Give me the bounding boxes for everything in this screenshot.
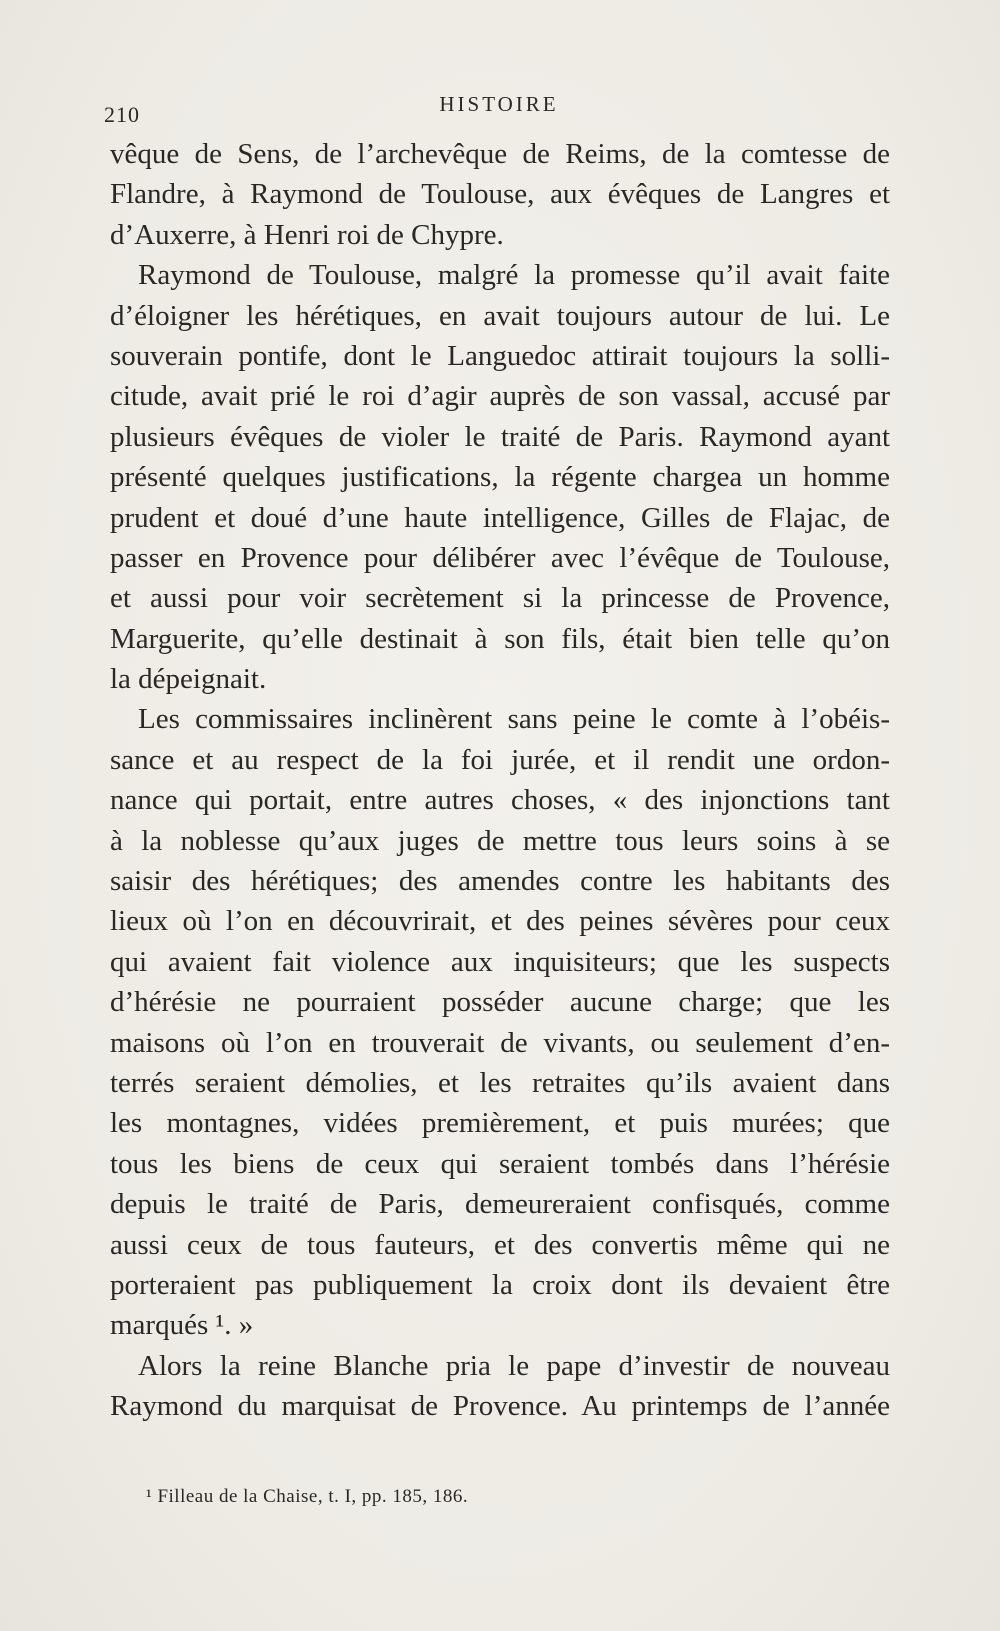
text-line: présenté quelques justifications, la régente chargea un homme [110, 461, 890, 494]
text-line: sance et au respect de la foi jurée, et il rendit une ordon- [110, 743, 890, 776]
text-line: aussi ceux de tous fauteurs, et des convertis même qui ne [110, 1228, 890, 1261]
text-line: d’Auxerre, à Henri roi de Chypre. [110, 218, 504, 251]
text-line: d’hérésie ne pourraient posséder aucune charge; que les [110, 986, 890, 1019]
running-title: HISTOIRE [439, 92, 559, 116]
text-line: Les commissaires inclinèrent sans peine le comte à l’obéis- [138, 703, 890, 736]
text-line: d’éloigner les hérétiques, en avait toujours autour de lui. Le [110, 299, 890, 332]
text-line: Flandre, à Raymond de Toulouse, aux évêques de Langres et [110, 178, 890, 211]
text-line: la dépeignait. [110, 663, 267, 696]
text-line: vêque de Sens, de l’archevêque de Reims, de la comtesse de [110, 138, 890, 170]
text-line: marqués ¹. » [110, 1309, 254, 1342]
text-line: les montagnes, vidées premièrement, et puis murées; que [110, 1107, 890, 1140]
text-line: lieux où l’on en découvrirait, et des peines sévères pour ceux [110, 905, 890, 938]
text-line: à la noblesse qu’aux juges de mettre tous leurs soins à se [110, 824, 890, 857]
text-line: qui avaient fait violence aux inquisiteurs; que les suspects [110, 945, 890, 978]
text-line: plusieurs évêques de violer le traité de Paris. Raymond ayant [110, 420, 890, 453]
text-line: tous les biens de ceux qui seraient tombés dans l’hérésie [110, 1147, 890, 1180]
text-line: depuis le traité de Paris, demeureraient confisqués, comme [110, 1188, 890, 1221]
page-header [104, 92, 894, 127]
text-line: nance qui portait, entre autres choses, « des injonctions tant [110, 784, 890, 817]
text-line: citude, avait prié le roi d’agir auprès de son vassal, accusé par [110, 380, 890, 413]
text-line: passer en Provence pour délibérer avec l’évêque de Toulouse, [110, 541, 890, 574]
text-line: terrés seraient démolies, et les retraites qu’ils avaient dans [110, 1066, 890, 1099]
text-line: maisons où l’on en trouverait de vivants, ou seulement d’en- [110, 1026, 890, 1059]
footnote: ¹ Filleau de la Chaise, t. I, pp. 185, 186. [146, 1486, 469, 1507]
text-line: Raymond du marquisat de Provence. Au printemps de l’année [110, 1390, 890, 1423]
text-line: Alors la reine Blanche pria le pape d’investir de nouveau [138, 1349, 890, 1382]
text-line: porteraient pas publiquement la croix dont ils devaient être [110, 1268, 890, 1301]
text-line: Marguerite, qu’elle destinait à son fils, était bien telle qu’on [110, 622, 890, 655]
text-line: prudent et doué d’une haute intelligence, Gilles de Flajac, de [110, 501, 890, 534]
text-line: et aussi pour voir secrètement si la princesse de Provence, [110, 582, 890, 615]
text-line: souverain pontife, dont le Languedoc attirait toujours la solli- [110, 339, 890, 372]
body-text [110, 134, 890, 1427]
text-line: saisir des hérétiques; des amendes contre les habitants des [110, 865, 890, 898]
text-line: Raymond de Toulouse, malgré la promesse qu’il avait faite [138, 259, 890, 292]
page-number: 210 [104, 102, 140, 127]
